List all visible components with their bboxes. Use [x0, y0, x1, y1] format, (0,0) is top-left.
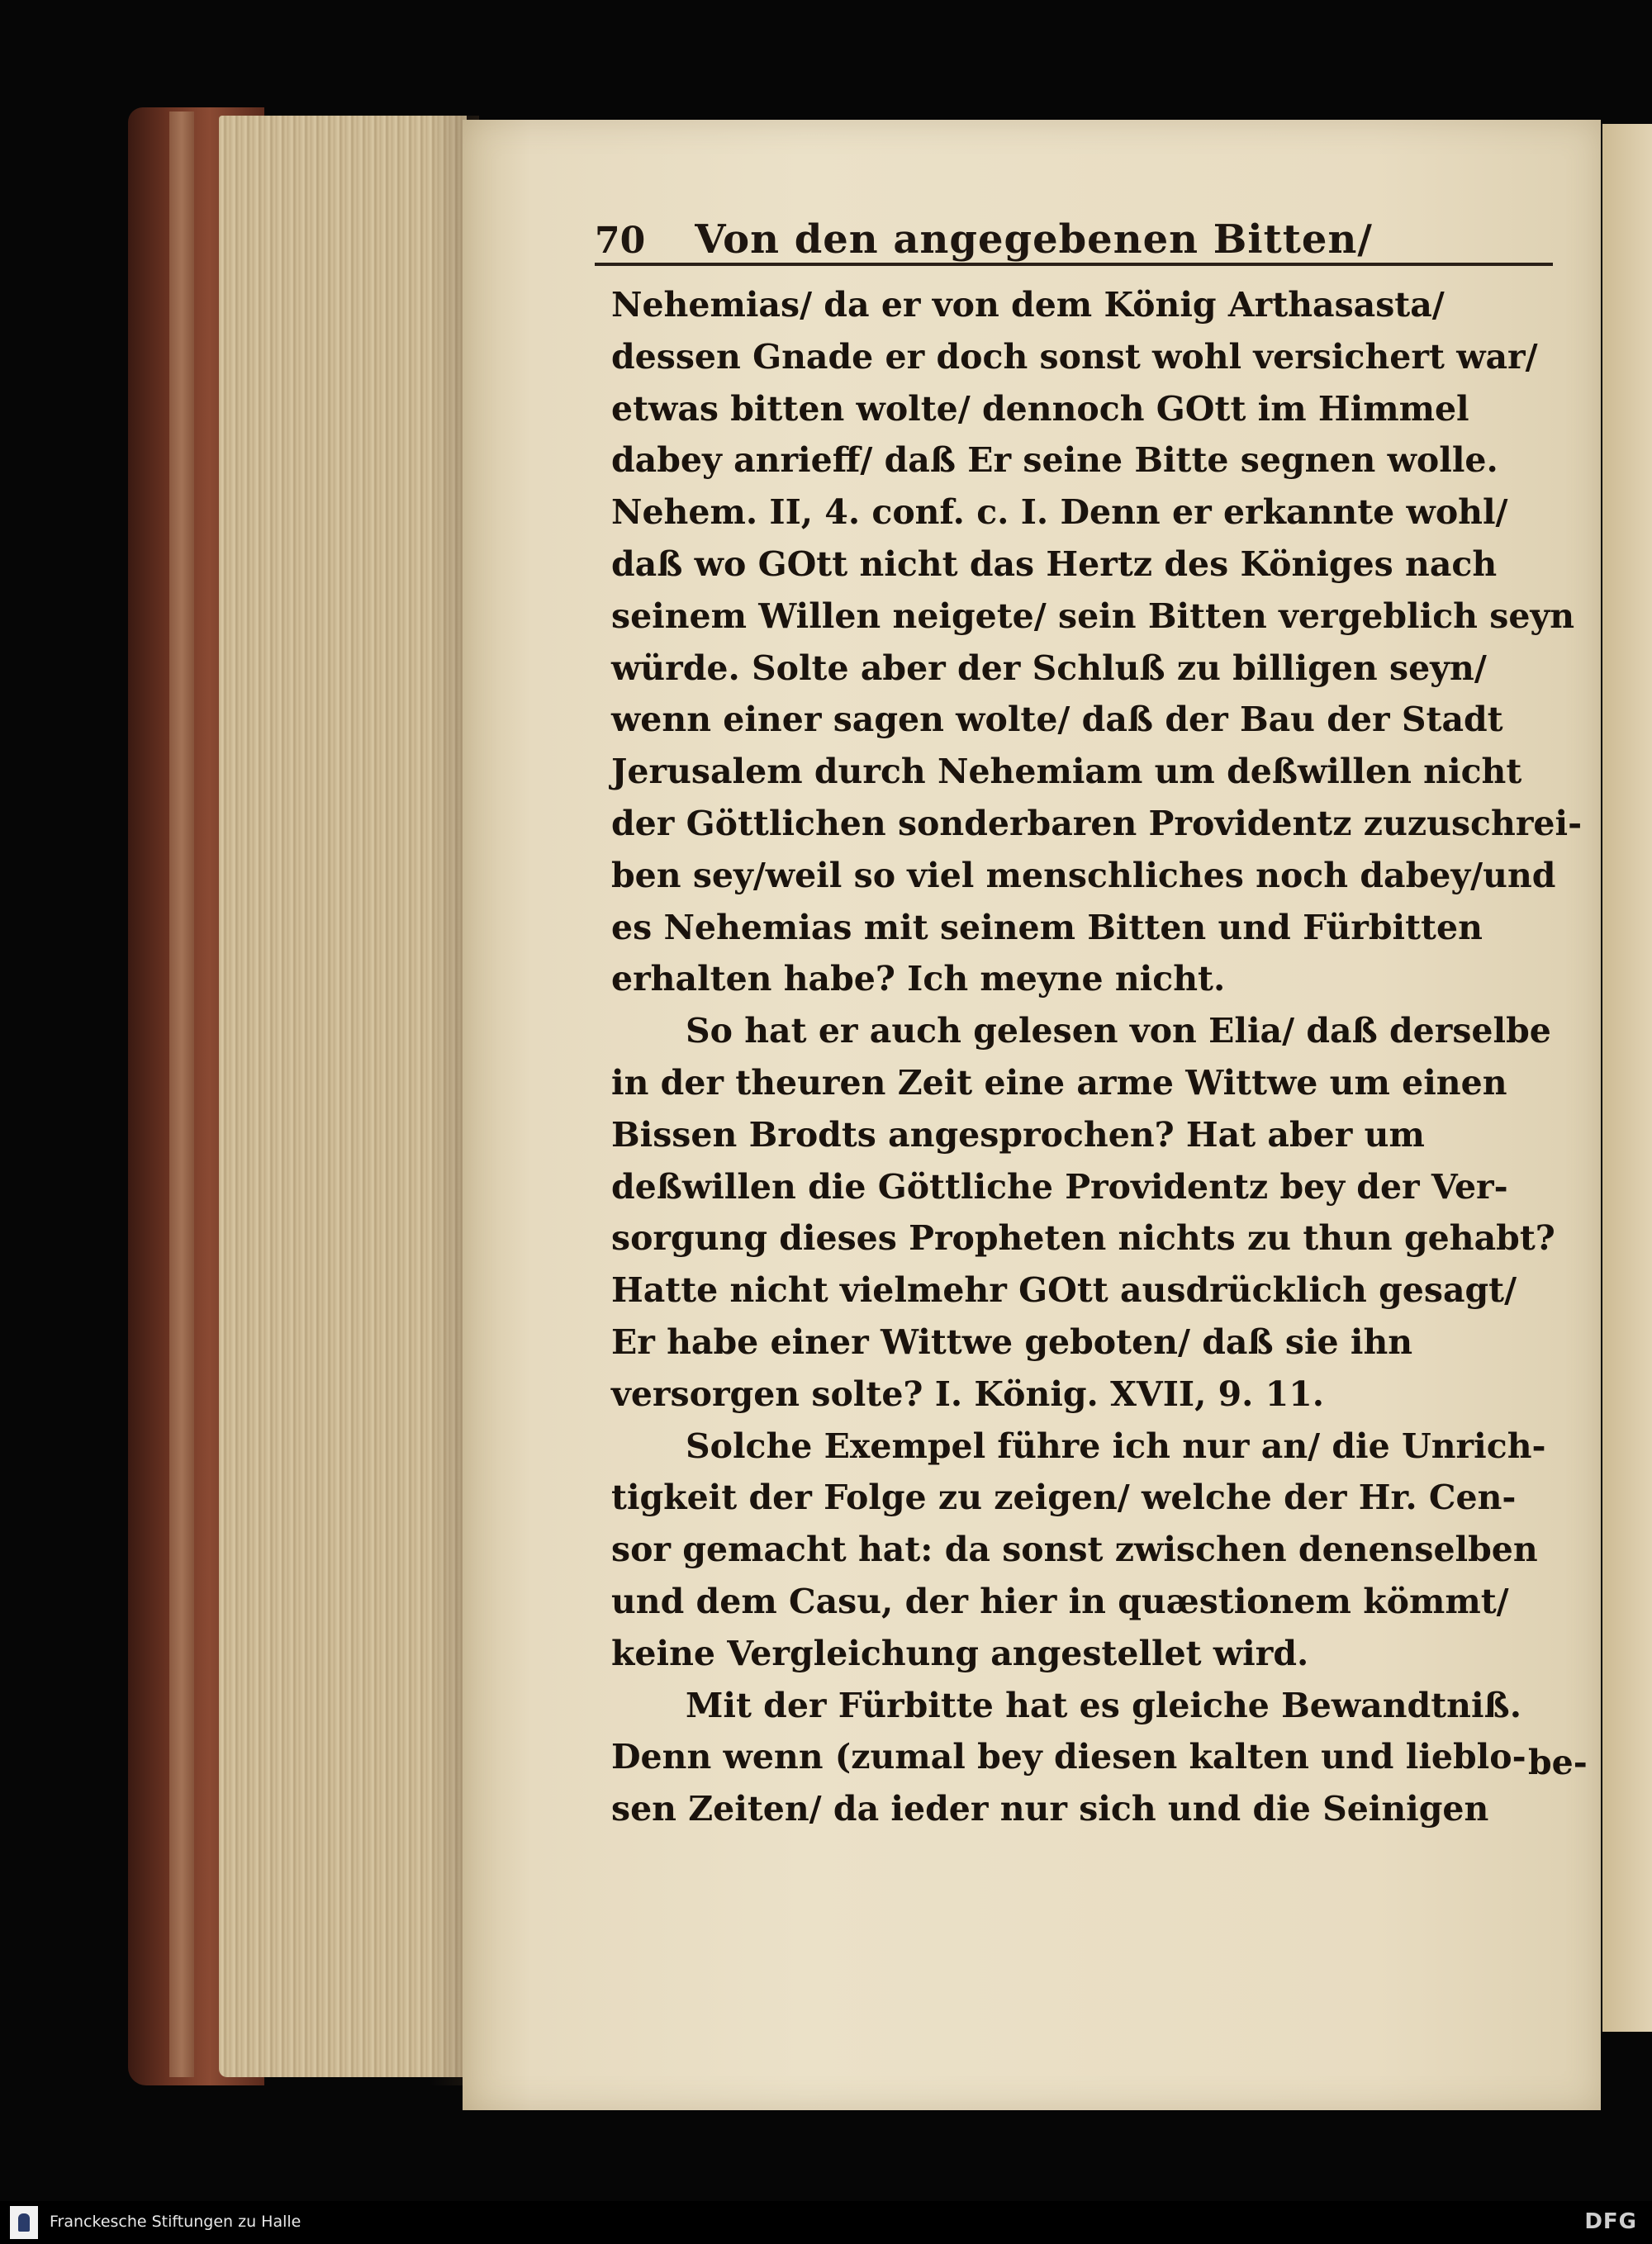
text-line: tigkeit der Folge zu zeigen/ welche der Hr. Cen- — [611, 1478, 1517, 1518]
text-line: in der theuren Zeit eine arme Wittwe um einen — [611, 1062, 1507, 1103]
text-line: würde. Solte aber der Schluß zu billigen seyn/ — [611, 648, 1487, 688]
franckesche-stiftungen-logo-icon[interactable] — [10, 2206, 38, 2239]
text-line: sen Zeiten/ da ieder nur sich und die Seinigen — [611, 1789, 1489, 1829]
text-line: sorgung dieses Propheten nichts zu thun gehabt? — [611, 1218, 1555, 1259]
text-line: So hat er auch gelesen von Elia/ daß derselbe — [686, 1011, 1551, 1051]
text-line: seinem Willen neigete/ sein Bitten vergeblich seyn — [611, 595, 1575, 636]
text-line: Denn wenn (zumal bey diesen kalten und lieblo- — [611, 1737, 1526, 1777]
text-line: versorgen solte? I. König. XVII, 9. 11. — [611, 1373, 1325, 1414]
text-line: erhalten habe? Ich meyne nicht. — [611, 959, 1226, 999]
text-line: Mit der Fürbitte hat es gleiche Bewandtniß. — [686, 1685, 1521, 1725]
text-line: Nehemias/ da er von dem König Arthasasta/ — [611, 285, 1445, 325]
body-text — [611, 279, 1583, 1835]
viewer-footer — [0, 2201, 1652, 2244]
catchword: be- — [1528, 1743, 1588, 1782]
page-header — [595, 216, 1569, 268]
text-line: daß wo GOtt nicht das Hertz des Königes nach — [611, 543, 1498, 584]
text-line: Er habe einer Wittwe geboten/ daß sie ihn — [611, 1321, 1413, 1362]
text-line: Jerusalem durch Nehemiam um deßwillen nicht — [611, 752, 1522, 792]
text-line: es Nehemias mit seinem Bitten und Fürbitten — [611, 907, 1483, 947]
text-line: dabey anrieff/ daß Er seine Bitte segnen wolle. — [611, 440, 1498, 481]
text-line: Nehem. II, 4. conf. c. I. Denn er erkannte wohl/ — [611, 492, 1508, 533]
facing-page-edge — [1602, 124, 1652, 2032]
header-rule — [595, 263, 1553, 266]
text-line: Solche Exempel führe ich nur an/ die Unrich- — [686, 1426, 1546, 1466]
institution-name: Franckesche Stiftungen zu Halle — [50, 2213, 301, 2231]
dfg-logo: DFG — [1584, 2209, 1637, 2234]
text-line: deßwillen die Göttliche Providentz bey der Ver- — [611, 1166, 1508, 1207]
book-cover-edge — [169, 111, 194, 2077]
text-line: Hatte nicht vielmehr GOtt ausdrücklich gesagt/ — [611, 1270, 1517, 1311]
running-head: Von den angegebenen Bitten/ — [695, 216, 1373, 263]
text-line: der Göttlichen sonderbaren Providentz zuzuschrei- — [611, 803, 1583, 843]
page-number: 70 — [595, 220, 646, 262]
text-line: etwas bitten wolte/ dennoch GOtt im Himmel — [611, 388, 1469, 429]
text-line: keine Vergleichung angestellet wird. — [611, 1633, 1309, 1673]
text-line: ben sey/weil so viel menschliches noch dabey/und — [611, 855, 1556, 895]
text-line: und dem Casu, der hier in quæstionem kömmt/ — [611, 1581, 1509, 1621]
text-line: dessen Gnade er doch sonst wohl versichert war/ — [611, 336, 1538, 377]
text-line: wenn einer sagen wolte/ daß der Bau der Stadt — [611, 700, 1503, 740]
text-line: sor gemacht hat: da sonst zwischen denenselben — [611, 1530, 1538, 1570]
text-line: Bissen Brodts angesprochen? Hat aber um — [611, 1114, 1425, 1155]
